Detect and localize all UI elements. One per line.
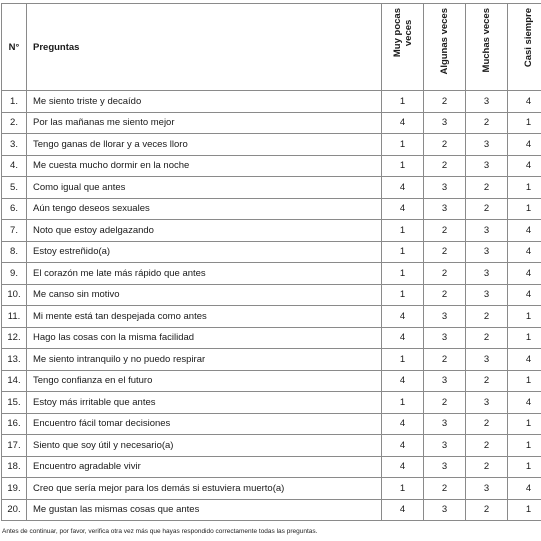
row-score: 2 [466,456,508,478]
row-score: 3 [466,478,508,500]
row-score: 2 [424,349,466,371]
table-row [2,134,541,156]
row-number: 11. [2,306,27,328]
table-row [2,155,541,177]
row-number: 5. [2,177,27,199]
row-score: 3 [466,263,508,285]
row-score: 4 [508,392,541,414]
row-score: 1 [508,198,541,220]
row-number: 13. [2,349,27,371]
row-score: 3 [424,177,466,199]
row-score: 3 [424,413,466,435]
row-question: Por las mañanas me siento mejor [27,112,382,134]
row-score: 1 [508,177,541,199]
table-row [2,241,541,263]
table-row [2,306,541,328]
row-score: 1 [382,91,424,113]
row-score: 1 [508,456,541,478]
row-score: 1 [508,413,541,435]
row-score: 2 [424,241,466,263]
row-score: 1 [382,478,424,500]
row-question: Me gustan las mismas cosas que antes [27,499,382,521]
table-row [2,478,541,500]
row-score: 4 [382,327,424,349]
table-row [2,327,541,349]
row-score: 1 [508,370,541,392]
row-score: 4 [382,112,424,134]
row-score: 4 [508,155,541,177]
row-score: 4 [508,478,541,500]
row-question: Creo que sería mejor para los demás si estuviera muerto(a) [27,478,382,500]
row-number: 15. [2,392,27,414]
questionnaire-table [1,3,541,521]
row-score: 2 [424,220,466,242]
row-question: Me canso sin motivo [27,284,382,306]
row-question: Estoy más irritable que antes [27,392,382,414]
row-score: 1 [508,306,541,328]
row-score: 3 [424,112,466,134]
table-row [2,392,541,414]
row-question: Mi mente está tan despejada como antes [27,306,382,328]
row-number: 12. [2,327,27,349]
footnote: Antes de continuar, por favor, verifica otra vez más que hayas respondido correctamente todas las preguntas. [2,528,318,535]
row-number: 14. [2,370,27,392]
row-score: 1 [508,435,541,457]
row-score: 4 [382,177,424,199]
row-score: 1 [508,112,541,134]
row-score: 1 [382,155,424,177]
table-row [2,220,541,242]
row-score: 1 [382,284,424,306]
row-score: 4 [508,241,541,263]
row-score: 2 [466,112,508,134]
row-score: 4 [508,263,541,285]
row-score: 1 [382,220,424,242]
row-score: 4 [508,349,541,371]
header-option-very-rarely [382,4,424,91]
row-score: 3 [466,91,508,113]
row-score: 2 [424,134,466,156]
header-questions: Preguntas [27,4,382,91]
row-score: 2 [466,499,508,521]
row-question: Aún tengo deseos sexuales [27,198,382,220]
row-number: 8. [2,241,27,263]
row-score: 2 [424,155,466,177]
row-number: 2. [2,112,27,134]
header-option-label: Muchas veces [481,8,492,73]
row-score: 2 [424,478,466,500]
table-row [2,177,541,199]
row-score: 3 [466,349,508,371]
row-score: 3 [424,456,466,478]
row-score: 2 [424,392,466,414]
row-question: Estoy estreñido(a) [27,241,382,263]
row-score: 4 [382,306,424,328]
row-score: 3 [424,370,466,392]
row-number: 6. [2,198,27,220]
row-score: 4 [382,198,424,220]
table-row [2,112,541,134]
row-score: 2 [466,413,508,435]
row-score: 3 [466,155,508,177]
table-row [2,370,541,392]
table-row [2,91,541,113]
header-option-often [466,4,508,91]
table-row [2,198,541,220]
row-score: 4 [382,499,424,521]
table-row [2,349,541,371]
row-score: 3 [466,241,508,263]
row-question: Me cuesta mucho dormir en la noche [27,155,382,177]
row-score: 3 [466,392,508,414]
row-score: 4 [508,91,541,113]
row-score: 3 [424,435,466,457]
table-row [2,456,541,478]
header-option-sometimes [424,4,466,91]
row-score: 4 [382,435,424,457]
row-score: 4 [508,220,541,242]
row-score: 2 [424,263,466,285]
row-question: Hago las cosas con la misma facilidad [27,327,382,349]
row-number: 20. [2,499,27,521]
row-score: 4 [382,370,424,392]
table-row [2,413,541,435]
row-score: 4 [382,413,424,435]
row-question: Siento que soy útil y necesario(a) [27,435,382,457]
row-score: 3 [424,306,466,328]
table-row [2,284,541,306]
row-score: 2 [466,435,508,457]
row-score: 4 [508,284,541,306]
row-score: 1 [382,392,424,414]
header-row [2,4,541,91]
row-number: 10. [2,284,27,306]
row-number: 7. [2,220,27,242]
row-score: 1 [382,241,424,263]
row-number: 3. [2,134,27,156]
header-option-label: Muy pocas veces [391,8,414,58]
row-score: 1 [382,349,424,371]
row-number: 19. [2,478,27,500]
row-number: 17. [2,435,27,457]
row-score: 2 [466,177,508,199]
header-option-label: Casi siempre [523,8,534,68]
row-score: 2 [466,327,508,349]
row-question: Noto que estoy adelgazando [27,220,382,242]
table-row [2,435,541,457]
row-question: Como igual que antes [27,177,382,199]
row-question: Tengo confianza en el futuro [27,370,382,392]
row-score: 2 [424,91,466,113]
row-score: 2 [466,370,508,392]
table-row [2,499,541,521]
header-number: N° [2,4,27,91]
row-question: Me siento intranquilo y no puedo respirar [27,349,382,371]
header-option-label: Algunas veces [439,8,450,75]
row-question: Encuentro agradable vivir [27,456,382,478]
header-option-almost-always [508,4,541,91]
row-score: 3 [424,499,466,521]
row-number: 1. [2,91,27,113]
row-score: 3 [424,327,466,349]
row-number: 16. [2,413,27,435]
row-score: 1 [382,263,424,285]
row-score: 2 [466,306,508,328]
row-number: 18. [2,456,27,478]
row-score: 2 [424,284,466,306]
row-score: 1 [382,134,424,156]
row-score: 3 [424,198,466,220]
row-question: Tengo ganas de llorar y a veces lloro [27,134,382,156]
row-score: 3 [466,134,508,156]
row-score: 2 [466,198,508,220]
row-score: 1 [508,327,541,349]
row-score: 3 [466,220,508,242]
row-score: 4 [508,134,541,156]
row-score: 3 [466,284,508,306]
row-number: 9. [2,263,27,285]
row-number: 4. [2,155,27,177]
row-question: El corazón me late más rápido que antes [27,263,382,285]
row-question: Me siento triste y decaído [27,91,382,113]
table-row [2,263,541,285]
table-body [2,91,541,521]
row-score: 1 [508,499,541,521]
row-score: 4 [382,456,424,478]
row-question: Encuentro fácil tomar decisiones [27,413,382,435]
